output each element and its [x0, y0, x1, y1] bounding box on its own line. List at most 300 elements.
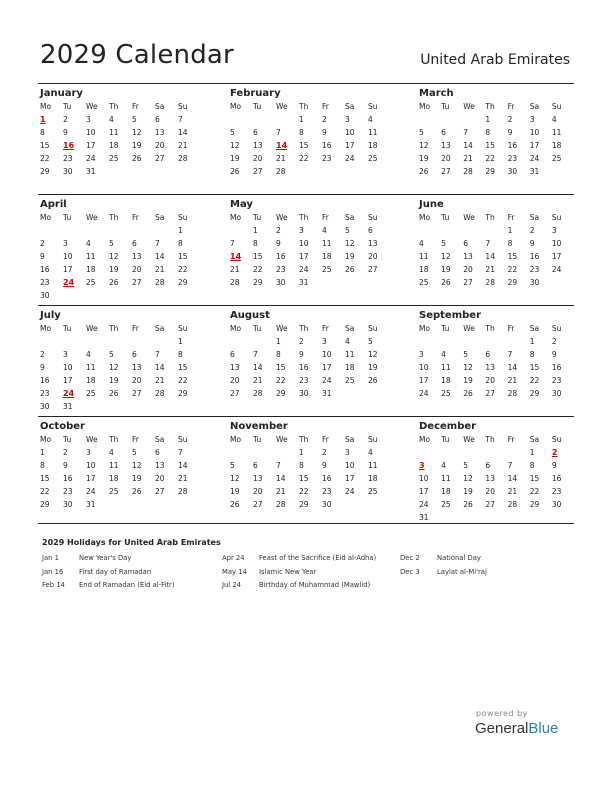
day-cell: 30 [40, 402, 50, 411]
day-cell: 29 [40, 167, 50, 176]
weekday-label: Fr [507, 435, 515, 444]
day-cell: 21 [155, 265, 165, 274]
day-cell: 15 [276, 363, 286, 372]
weekday-label: Th [485, 213, 495, 222]
day-cell: 25 [441, 389, 451, 398]
day-cell: 9 [551, 350, 557, 359]
week-row [40, 348, 225, 361]
day-cell: 14 [463, 141, 473, 150]
day-cell: 23 [276, 265, 286, 274]
day-cell: 18 [441, 487, 451, 496]
day-cell: 8 [40, 128, 45, 137]
holiday-column [42, 552, 222, 593]
weekday-label: Su [551, 435, 562, 444]
week-row [40, 472, 225, 485]
week-row [40, 165, 225, 178]
day-cell: 28 [276, 167, 286, 176]
day-cell: 16 [551, 474, 562, 483]
day-cell: 2 [276, 226, 281, 235]
day-cell [109, 335, 132, 348]
day-cell: 16 [551, 363, 562, 372]
day-cell: 6 [485, 350, 491, 359]
day-cell: 7 [276, 128, 281, 137]
day-cell: 25 [322, 265, 332, 274]
day-cell: 12 [441, 252, 451, 261]
day-cell: 9 [551, 461, 557, 470]
week-row [40, 374, 225, 387]
day-cell: 15 [485, 141, 495, 150]
weekday-label: Tu [253, 435, 262, 444]
day-cell: 20 [368, 252, 378, 261]
month-name: January [40, 88, 83, 99]
month-block [38, 417, 225, 523]
day-cell: 24 [63, 389, 75, 398]
weekday-label: Sa [155, 324, 165, 333]
day-cell [109, 224, 132, 237]
week-row [419, 446, 574, 459]
day-cell: 13 [253, 474, 263, 483]
day-cell: 3 [63, 239, 68, 248]
weekday-label: Fr [132, 324, 139, 333]
day-cell: 31 [322, 389, 332, 398]
day-cell: 21 [276, 487, 286, 496]
day-cell: 23 [507, 154, 518, 163]
day-cell: 27 [368, 265, 378, 274]
holiday-item [42, 566, 222, 580]
weekday-header [419, 212, 574, 224]
weekday-label: Th [299, 102, 309, 111]
month-name: August [230, 310, 270, 321]
day-cell [230, 446, 253, 459]
day-cell: 19 [230, 154, 240, 163]
day-cell: 29 [178, 389, 188, 398]
day-cell [441, 113, 463, 126]
day-cell: 10 [551, 239, 562, 248]
week-row [230, 335, 412, 348]
day-cell: 10 [86, 128, 96, 137]
weekday-label: Fr [322, 324, 329, 333]
week-row [419, 472, 574, 485]
day-cell: 20 [132, 376, 142, 385]
day-cell: 28 [178, 154, 188, 163]
day-cell: 12 [132, 128, 142, 137]
day-cell: 9 [507, 128, 513, 137]
holiday-date: Jan 16 [42, 567, 64, 576]
day-cell: 16 [507, 141, 518, 150]
day-cell: 31 [86, 167, 96, 176]
day-cell: 5 [463, 461, 469, 470]
day-cell: 23 [551, 487, 562, 496]
month-name: February [230, 88, 281, 99]
holiday-date: Apr 24 [222, 554, 245, 562]
weekday-label: Fr [507, 213, 515, 222]
day-cell: 17 [419, 376, 429, 385]
day-cell: 2 [63, 115, 68, 124]
week-row [40, 126, 225, 139]
day-cell: 22 [299, 487, 309, 496]
day-cell: 29 [529, 500, 540, 509]
day-cell [109, 498, 132, 511]
day-cell: 12 [230, 141, 240, 150]
week-row [40, 485, 225, 498]
day-cell: 13 [368, 239, 378, 248]
week-row [230, 139, 412, 152]
weekday-label: Su [551, 102, 562, 111]
day-cell: 18 [551, 141, 562, 150]
weekday-label: Sa [529, 324, 540, 333]
day-cell [178, 498, 201, 511]
day-cell: 12 [463, 363, 473, 372]
day-cell: 5 [109, 239, 114, 248]
day-cell: 6 [368, 226, 373, 235]
day-cell: 15 [178, 363, 188, 372]
day-cell: 27 [485, 389, 495, 398]
day-cell: 21 [507, 376, 518, 385]
day-cell: 22 [507, 265, 518, 274]
day-cell [299, 165, 322, 178]
weekday-label: Tu [63, 102, 72, 111]
day-cell: 4 [368, 115, 373, 124]
day-cell: 8 [276, 350, 281, 359]
day-cell: 12 [463, 474, 473, 483]
day-cell: 9 [63, 461, 68, 470]
day-cell: 6 [230, 350, 235, 359]
day-cell: 28 [276, 500, 286, 509]
week-row [419, 237, 574, 250]
day-cell [253, 446, 276, 459]
day-cell: 22 [485, 154, 495, 163]
week-row [230, 387, 412, 400]
day-cell: 7 [276, 461, 281, 470]
day-cell: 6 [132, 350, 137, 359]
day-cell: 19 [230, 487, 240, 496]
weekday-label: Su [551, 324, 562, 333]
day-cell: 6 [132, 239, 137, 248]
day-cell: 18 [419, 265, 429, 274]
week-row [419, 485, 574, 498]
weekday-header [230, 323, 412, 335]
day-cell: 30 [299, 389, 309, 398]
day-cell: 9 [63, 128, 68, 137]
day-cell: 30 [551, 500, 562, 509]
weekday-label: Tu [253, 213, 262, 222]
day-cell: 29 [178, 278, 188, 287]
day-cell: 7 [178, 115, 183, 124]
day-cell: 25 [86, 389, 96, 398]
month-block [225, 417, 412, 523]
day-cell: 26 [132, 487, 142, 496]
day-cell [276, 446, 299, 459]
day-cell: 26 [441, 278, 451, 287]
day-cell: 26 [230, 500, 240, 509]
day-cell [132, 498, 155, 511]
day-cell: 14 [276, 141, 288, 150]
day-cell [63, 335, 86, 348]
day-cell: 9 [40, 252, 45, 261]
day-cell [419, 224, 441, 237]
day-cell: 23 [322, 487, 332, 496]
day-cell [230, 335, 253, 348]
day-cell: 16 [276, 252, 286, 261]
day-cell: 7 [178, 448, 183, 457]
day-cell: 27 [485, 500, 495, 509]
day-cell: 14 [230, 252, 242, 261]
day-cell: 15 [40, 474, 50, 483]
day-cell [368, 387, 391, 400]
day-cell: 2 [322, 115, 327, 124]
day-cell [463, 224, 485, 237]
brand-logo[interactable] [475, 720, 558, 737]
day-cell: 4 [419, 239, 424, 248]
day-cell: 14 [507, 363, 518, 372]
week-row [230, 165, 412, 178]
day-cell [155, 289, 178, 302]
day-cell: 29 [40, 500, 50, 509]
day-cell: 7 [463, 128, 469, 137]
day-cell: 8 [178, 239, 183, 248]
day-cell: 30 [63, 167, 73, 176]
weekday-label: Fr [322, 102, 329, 111]
week-row [230, 472, 412, 485]
day-cell: 1 [276, 337, 281, 346]
holiday-item [222, 566, 400, 580]
day-cell: 15 [299, 141, 309, 150]
weekday-label: Sa [155, 102, 165, 111]
day-cell: 18 [109, 141, 119, 150]
day-cell: 11 [441, 363, 451, 372]
day-cell: 13 [230, 363, 240, 372]
day-cell: 11 [368, 128, 378, 137]
day-cell [155, 400, 178, 413]
weekday-header [419, 434, 574, 446]
day-cell: 28 [155, 389, 165, 398]
day-cell: 25 [109, 487, 119, 496]
day-cell: 14 [485, 252, 495, 261]
day-cell: 15 [529, 363, 540, 372]
day-cell: 13 [155, 128, 165, 137]
weekday-label: We [463, 102, 475, 111]
day-cell: 26 [463, 389, 473, 398]
day-cell: 30 [63, 500, 73, 509]
day-cell: 11 [322, 239, 332, 248]
week-row [230, 152, 412, 165]
day-cell: 16 [299, 363, 309, 372]
day-cell [109, 289, 132, 302]
brand-blue: Blue [528, 720, 559, 737]
day-cell: 7 [507, 350, 513, 359]
weekday-label: Tu [253, 102, 262, 111]
weekday-label: Tu [441, 102, 450, 111]
weekday-label: Th [299, 213, 309, 222]
day-cell: 21 [230, 265, 240, 274]
day-cell: 8 [299, 128, 304, 137]
week-row [40, 113, 225, 126]
day-cell: 7 [253, 350, 258, 359]
holiday-date: Dec 3 [400, 567, 420, 576]
day-cell: 20 [485, 376, 495, 385]
day-cell: 17 [86, 474, 96, 483]
day-cell: 5 [419, 128, 424, 137]
day-cell: 6 [155, 448, 160, 457]
day-cell: 2 [507, 115, 513, 124]
day-cell: 7 [230, 239, 235, 248]
day-cell: 29 [485, 167, 495, 176]
weekday-header [40, 323, 225, 335]
week-row [40, 498, 225, 511]
country-label: United Arab Emirates [420, 52, 570, 68]
holiday-item [42, 552, 222, 566]
weekday-label: Mo [230, 213, 242, 222]
day-cell [253, 335, 276, 348]
day-cell: 26 [109, 278, 119, 287]
day-cell: 1 [529, 448, 535, 457]
week-row [419, 511, 574, 524]
day-cell: 13 [441, 141, 451, 150]
day-cell: 10 [345, 128, 355, 137]
week-row [419, 263, 574, 276]
weekday-label: Su [178, 102, 188, 111]
holiday-date: May 14 [222, 567, 247, 576]
day-cell: 3 [551, 226, 557, 235]
day-cell: 14 [155, 363, 165, 372]
day-cell: 24 [63, 278, 75, 287]
day-cell: 29 [276, 389, 286, 398]
day-cell: 6 [463, 239, 469, 248]
day-cell: 19 [109, 376, 119, 385]
day-cell: 19 [419, 154, 429, 163]
day-cell [132, 335, 155, 348]
weekday-label: Fr [132, 213, 139, 222]
day-cell: 17 [63, 265, 73, 274]
month-block [38, 195, 225, 305]
day-cell [530, 511, 552, 524]
weekday-label: Mo [40, 435, 52, 444]
day-cell: 25 [551, 154, 562, 163]
day-cell: 12 [419, 141, 429, 150]
holiday-item [42, 579, 222, 593]
day-cell: 20 [253, 487, 263, 496]
weekday-label: We [86, 102, 98, 111]
weekday-label: We [86, 213, 98, 222]
weekday-label: Fr [322, 213, 329, 222]
day-cell: 22 [253, 265, 263, 274]
weekday-label: Fr [507, 102, 515, 111]
day-cell: 4 [441, 350, 446, 359]
day-cell: 19 [132, 141, 142, 150]
weekday-label: Sa [345, 435, 355, 444]
weekday-label: Mo [40, 102, 52, 111]
day-cell: 22 [40, 487, 50, 496]
day-cell: 23 [299, 376, 309, 385]
week-row [40, 446, 225, 459]
day-cell: 24 [345, 154, 355, 163]
day-cell: 11 [86, 252, 96, 261]
weekday-label: We [276, 324, 288, 333]
weekday-header [40, 101, 225, 113]
weekday-label: We [86, 324, 98, 333]
day-cell: 11 [368, 461, 378, 470]
weekday-label: Th [485, 102, 495, 111]
day-cell: 2 [299, 337, 304, 346]
day-cell: 8 [253, 239, 258, 248]
day-cell: 16 [40, 265, 50, 274]
day-cell: 28 [178, 487, 188, 496]
month-block [225, 306, 412, 416]
week-row [230, 263, 412, 276]
month-name: November [230, 421, 288, 432]
day-cell: 16 [322, 474, 332, 483]
week-row [230, 250, 412, 263]
month-name: December [419, 421, 477, 432]
holiday-item [222, 552, 400, 566]
day-cell: 22 [299, 154, 309, 163]
day-cell: 19 [345, 252, 355, 261]
day-cell: 24 [551, 265, 562, 274]
day-cell: 29 [529, 389, 540, 398]
day-cell: 24 [419, 389, 429, 398]
powered-by-label: powered by [476, 709, 528, 718]
day-cell [368, 276, 391, 289]
day-cell: 19 [441, 265, 451, 274]
day-cell: 22 [178, 265, 188, 274]
day-cell: 1 [178, 337, 183, 346]
day-cell: 28 [485, 278, 495, 287]
day-cell [40, 224, 63, 237]
week-row [40, 400, 225, 413]
day-cell: 8 [529, 461, 535, 470]
week-row [40, 152, 225, 165]
day-cell: 1 [178, 226, 183, 235]
day-cell [441, 511, 463, 524]
day-cell: 23 [529, 265, 540, 274]
day-cell: 1 [299, 115, 304, 124]
weekday-header [230, 101, 412, 113]
day-cell: 4 [109, 448, 114, 457]
month-block [412, 195, 574, 305]
day-cell [132, 400, 155, 413]
day-cell: 18 [322, 252, 332, 261]
day-cell [132, 165, 155, 178]
weekday-label: Tu [63, 213, 72, 222]
week-row [419, 361, 574, 374]
day-cell: 8 [178, 350, 183, 359]
page-title: 2029 Calendar [40, 40, 234, 70]
day-cell: 29 [507, 278, 518, 287]
day-cell: 14 [276, 474, 286, 483]
day-cell: 12 [109, 363, 119, 372]
week-row [419, 250, 574, 263]
day-cell [508, 335, 530, 348]
week-row [230, 459, 412, 472]
day-cell: 28 [507, 389, 518, 398]
week-row [230, 224, 412, 237]
day-cell: 16 [529, 252, 540, 261]
day-cell: 18 [345, 363, 355, 372]
day-cell: 21 [463, 154, 473, 163]
week-row [230, 498, 412, 511]
week-row [40, 250, 225, 263]
day-cell: 1 [507, 226, 513, 235]
day-cell: 4 [368, 448, 373, 457]
day-cell: 5 [132, 115, 137, 124]
month-block [412, 84, 574, 194]
weekday-label: Sa [529, 102, 540, 111]
holiday-item [400, 552, 487, 566]
day-cell [155, 498, 178, 511]
weekday-label: Sa [529, 435, 540, 444]
holiday-name: National Day [437, 554, 481, 562]
weekday-label: Tu [63, 324, 72, 333]
